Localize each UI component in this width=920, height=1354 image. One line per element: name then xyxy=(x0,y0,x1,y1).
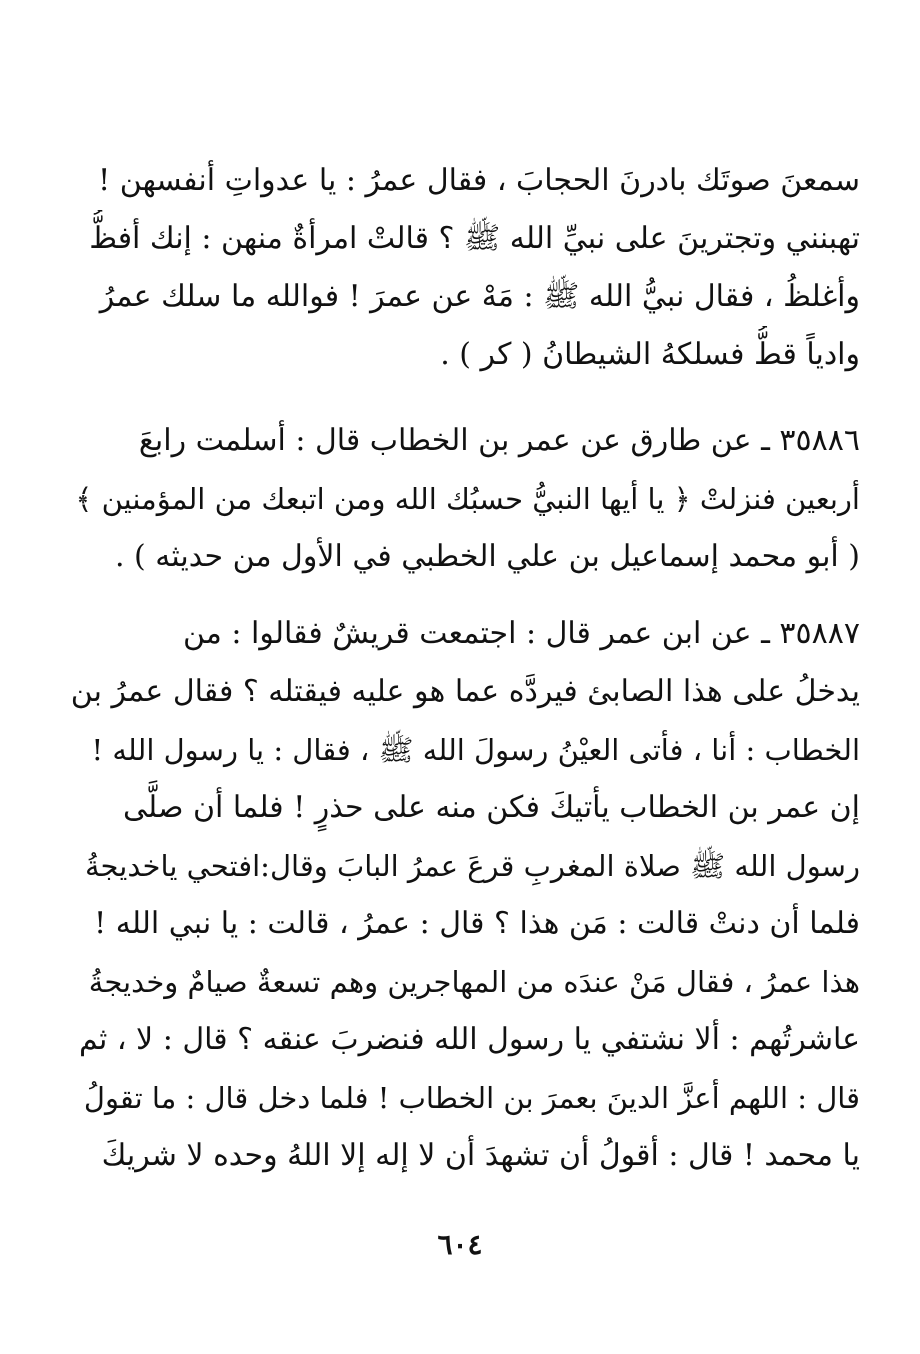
text-line: ٣٥٨٨٦ ـ عن طارق عن عمر بن الخطاب قال : أسلمت رابعَ xyxy=(138,423,860,458)
text-line: فلما أن دنتْ قالت : مَن هذا ؟ قال : عمرُ ، قالت : يا نبي الله ! xyxy=(94,906,860,941)
hadith-35887 xyxy=(70,605,860,1185)
text-line: وأغلظُ ، فقال نبيُّ الله ﷺ : مَهْ عن عمرَ ! فوالله ما سلك عمرُ xyxy=(99,279,860,314)
text-line: رسول الله ﷺ صلاة المغربِ قرعَ عمرُ البابَ وقال:افتحي ياخديجةُ xyxy=(85,849,860,883)
text-line: يا محمد ! قال : أقولُ أن تشهدَ أن لا إله إلا اللهُ وحده لا شريكَ xyxy=(101,1138,860,1173)
paragraph-continuation xyxy=(70,152,860,384)
page-number: ٦٠٤ xyxy=(437,1228,483,1261)
text-line: ٣٥٨٨٧ ـ عن ابن عمر قال : اجتمعت قريشٌ فقالوا : من xyxy=(182,616,860,651)
text-line: عاشرتُهم : ألا نشتفي يا رسول الله فنضربَ عنقه ؟ قال : لا ، ثم xyxy=(78,1022,860,1057)
text-line: وادياً قطُّ فسلكهُ الشيطانُ ( كر ) . xyxy=(440,337,860,372)
text-line: الخطاب : أنا ، فأتى العيْنُ رسولَ الله ﷺ ، فقال : يا رسول الله ! xyxy=(91,733,860,767)
text-line: يدخلُ على هذا الصابئ فيردَّه عما هو عليه فيقتله ؟ فقال عمرُ بن xyxy=(70,674,860,709)
text-line: سمعنَ صوتَك بادرنَ الحجابَ ، فقال عمرُ : يا عدواتِ أنفسهن ! xyxy=(98,163,860,198)
hadith-35886 xyxy=(70,412,860,586)
text-line: إن عمر بن الخطاب يأتيكَ فكن منه على حذرٍ ! فلما أن صلَّى xyxy=(123,790,860,825)
text-line: تهبنني وتجترينَ على نبيِّ الله ﷺ ؟ قالتْ امرأةٌ منهن : إنك أفظُّ xyxy=(89,221,860,256)
text-line: ( أبو محمد إسماعيل بن علي الخطبي في الأول من حديثه ) . xyxy=(114,539,860,574)
text-line: هذا عمرُ ، فقال مَنْ عندَه من المهاجرين وهم تسعةٌ صيامٌ وخديجةُ xyxy=(88,965,860,999)
text-line: أربعين فنزلتْ ﴿ يا أيها النبيُّ حسبُك الله ومن اتبعك من المؤمنين ﴾ xyxy=(75,482,860,516)
text-line: قال : اللهم أعزَّ الدينَ بعمرَ بن الخطاب ! فلما دخل قال : ما تقولُ xyxy=(83,1081,860,1115)
